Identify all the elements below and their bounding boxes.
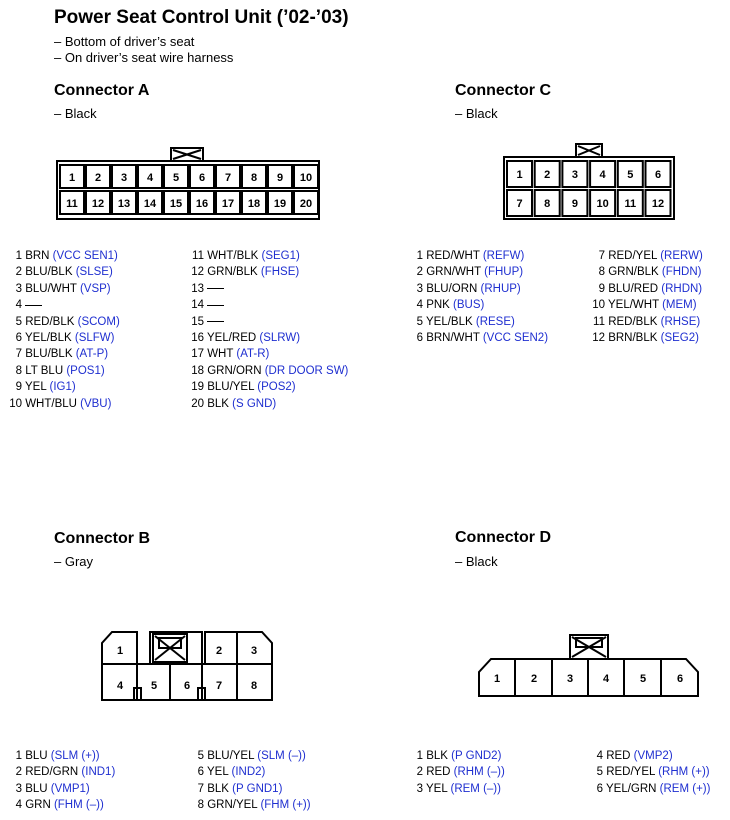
connector-c-cell-label: 12 bbox=[651, 198, 665, 210]
wire-color: RED/GRN bbox=[22, 766, 82, 779]
pin-number: 2 bbox=[416, 266, 423, 279]
connector-b-cell-label: 3 bbox=[250, 645, 258, 657]
connector-a-cell-label: 17 bbox=[221, 198, 235, 210]
pin-function: (S GND) bbox=[232, 397, 277, 410]
pin-number: 3 bbox=[15, 782, 22, 795]
wire-color: RED/YEL bbox=[603, 766, 659, 779]
pin-number: 5 bbox=[416, 315, 423, 328]
pin-function: (VMP1) bbox=[50, 782, 90, 795]
wire-color: BLK bbox=[204, 782, 233, 795]
wire-color: YEL bbox=[204, 766, 232, 779]
connector-a-color: – Black bbox=[54, 106, 97, 121]
pin-number: 16 bbox=[191, 332, 204, 344]
pin-row bbox=[7, 330, 114, 346]
connector-c-cell-label: 6 bbox=[654, 169, 662, 181]
unused-pin-dash bbox=[207, 321, 224, 322]
wire-color: YEL bbox=[423, 782, 451, 795]
connector-c-cell-label: 11 bbox=[624, 198, 637, 210]
wire-color: RED/BLK bbox=[22, 315, 78, 328]
pin-number: 5 bbox=[15, 315, 22, 328]
connector-b-cell-label: 2 bbox=[215, 645, 223, 657]
pin-row bbox=[189, 748, 306, 764]
pin-number: 4 bbox=[15, 799, 22, 812]
wire-color: YEL/GRN bbox=[603, 782, 660, 795]
connector-a-cell-label: 3 bbox=[120, 172, 128, 184]
pin-function: (REFW) bbox=[482, 250, 525, 262]
pin-number: 5 bbox=[197, 750, 204, 762]
pin-number: 11 bbox=[192, 250, 204, 262]
pin-number: 8 bbox=[598, 266, 605, 279]
pin-row bbox=[410, 748, 501, 764]
connector-b-cell-label: 8 bbox=[250, 680, 258, 692]
wire-color: BLU bbox=[22, 782, 51, 795]
pin-function: (SLM (+)) bbox=[50, 750, 100, 762]
pin-row bbox=[7, 396, 111, 412]
wire-color: BLK bbox=[204, 397, 233, 410]
pin-number: 6 bbox=[416, 332, 423, 344]
pin-row bbox=[7, 297, 42, 313]
connector-b-cell-label: 1 bbox=[116, 645, 124, 657]
connector-d-cell-label: 2 bbox=[530, 673, 538, 685]
wire-color: BLU/YEL bbox=[204, 381, 258, 394]
pin-row bbox=[410, 330, 548, 346]
connector-d-cell-label: 5 bbox=[639, 673, 647, 685]
pin-function: (VMP2) bbox=[633, 750, 673, 762]
wire-color: WHT/BLK bbox=[204, 250, 262, 262]
pin-number: 10 bbox=[592, 299, 605, 312]
pin-function: (RERW) bbox=[660, 250, 703, 262]
unused-pin-dash bbox=[25, 305, 42, 306]
pin-number: 3 bbox=[416, 282, 423, 295]
pin-function: (P GND1) bbox=[232, 782, 283, 795]
pin-function: (RHSE) bbox=[660, 315, 701, 328]
wire-color: BRN/BLK bbox=[605, 332, 661, 344]
pin-row bbox=[410, 248, 524, 264]
connector-c-title: Connector C bbox=[455, 82, 551, 99]
pin-row bbox=[590, 748, 673, 764]
pin-row bbox=[185, 379, 296, 395]
pin-function: (FHDN) bbox=[661, 266, 702, 279]
pin-row bbox=[7, 281, 111, 297]
pin-number: 14 bbox=[191, 299, 204, 312]
pin-number: 3 bbox=[15, 282, 22, 295]
pin-row bbox=[410, 297, 484, 313]
connector-d-cell-label: 6 bbox=[676, 673, 684, 685]
pin-number: 19 bbox=[191, 381, 204, 394]
connector-c-cell-label: 2 bbox=[544, 169, 551, 181]
pin-number: 9 bbox=[598, 282, 605, 295]
wire-color: GRN/YEL bbox=[204, 799, 261, 812]
wire-color: YEL/RED bbox=[204, 332, 260, 344]
pin-function: (VBU) bbox=[80, 397, 112, 410]
pin-row bbox=[586, 264, 702, 280]
wire-color: GRN bbox=[22, 799, 54, 812]
pin-number: 9 bbox=[15, 381, 22, 394]
pin-row bbox=[7, 346, 108, 362]
pin-row bbox=[7, 264, 113, 280]
pin-number: 13 bbox=[191, 282, 204, 295]
connector-c-cell-label: 1 bbox=[516, 169, 523, 181]
pin-function: (VCC SEN1) bbox=[52, 250, 118, 262]
pin-row bbox=[189, 764, 265, 780]
connector-a-cell-label: 11 bbox=[66, 198, 78, 210]
wire-color: BLK bbox=[423, 750, 452, 762]
wire-color: BRN/WHT bbox=[423, 332, 483, 344]
pin-function: (RHDN) bbox=[661, 282, 703, 295]
wire-color: GRN/BLK bbox=[605, 266, 662, 279]
pin-row bbox=[189, 797, 311, 813]
connector-c-cell-label: 10 bbox=[596, 198, 609, 210]
pin-function: (FHSE) bbox=[260, 266, 300, 279]
pin-function: (SEG2) bbox=[660, 332, 699, 344]
pin-number: 7 bbox=[598, 250, 605, 262]
pin-row bbox=[185, 330, 300, 346]
wire-color: BLU/ORN bbox=[423, 282, 481, 295]
pin-function: (VSP) bbox=[79, 282, 111, 295]
pin-function: (MEM) bbox=[662, 299, 697, 312]
wire-color: BLU/RED bbox=[605, 282, 662, 295]
pin-number: 6 bbox=[596, 782, 603, 795]
connector-b-color: – Gray bbox=[54, 554, 94, 569]
pin-function: (REM (+)) bbox=[659, 782, 711, 795]
pin-function: (SLRW) bbox=[259, 332, 301, 344]
pin-function: (SEG1) bbox=[261, 250, 300, 262]
pin-number: 10 bbox=[9, 397, 22, 410]
pin-function: (FHUP) bbox=[484, 266, 524, 279]
pin-function: (POS2) bbox=[257, 381, 296, 394]
connector-c-cell-label: 8 bbox=[544, 198, 551, 210]
pin-row bbox=[410, 781, 501, 797]
pin-number: 8 bbox=[15, 364, 22, 377]
connector-c-cell-label: 5 bbox=[627, 169, 634, 181]
pin-number: 18 bbox=[191, 364, 204, 377]
connector-a-cell-label: 16 bbox=[195, 198, 209, 210]
wire-color: RED/BLK bbox=[605, 315, 661, 328]
pin-number: 7 bbox=[197, 782, 204, 795]
connector-a-cell-label: 5 bbox=[172, 172, 180, 184]
pin-function: (RESE) bbox=[475, 315, 515, 328]
wire-color: GRN/BLK bbox=[204, 266, 261, 279]
pin-row bbox=[586, 330, 699, 346]
pin-row bbox=[185, 363, 348, 379]
pin-function: (AT-R) bbox=[236, 348, 270, 361]
pin-row bbox=[410, 264, 523, 280]
pin-number: 20 bbox=[191, 397, 204, 410]
pin-function: (SLFW) bbox=[74, 332, 115, 344]
pin-row bbox=[590, 781, 710, 797]
pin-number: 5 bbox=[596, 766, 603, 779]
pin-number: 2 bbox=[15, 266, 22, 279]
pin-number: 7 bbox=[15, 348, 22, 361]
connector-a-cell-label: 7 bbox=[224, 172, 232, 184]
connector-a-cell-label: 10 bbox=[299, 172, 313, 184]
pin-row bbox=[586, 314, 700, 330]
pin-number: 4 bbox=[596, 750, 603, 762]
pin-number: 2 bbox=[15, 766, 22, 779]
wire-color: YEL/BLK bbox=[423, 315, 476, 328]
pin-row bbox=[185, 264, 299, 280]
wire-color: BLU/YEL bbox=[204, 750, 258, 762]
pin-row bbox=[185, 396, 276, 412]
connector-d-cell-label: 3 bbox=[566, 673, 574, 685]
pin-number: 3 bbox=[416, 782, 423, 795]
wire-color: PNK bbox=[423, 299, 454, 312]
connector-b-title: Connector B bbox=[54, 530, 150, 547]
connector-c-color: – Black bbox=[455, 106, 498, 121]
pin-row bbox=[7, 781, 90, 797]
pin-number: 1 bbox=[15, 750, 22, 762]
pin-number: 11 bbox=[593, 315, 605, 328]
location-note-2: – On driver’s seat wire harness bbox=[54, 50, 234, 65]
pin-function: (RHM (–)) bbox=[453, 766, 505, 779]
unused-pin-dash bbox=[207, 288, 224, 289]
connector-a-cell-label: 2 bbox=[94, 172, 102, 184]
pin-function: (RHM (+)) bbox=[658, 766, 710, 779]
pin-row bbox=[7, 764, 115, 780]
wire-color: YEL bbox=[22, 381, 50, 394]
pin-row bbox=[189, 781, 282, 797]
connector-a-cell-label: 1 bbox=[68, 172, 76, 184]
wire-color: GRN/ORN bbox=[204, 364, 265, 377]
connector-c-diagram bbox=[504, 144, 674, 219]
wire-color: BLU/WHT bbox=[22, 282, 80, 295]
connector-b-cell-label: 6 bbox=[183, 680, 191, 692]
page-title: Power Seat Control Unit (’02-’03) bbox=[54, 7, 349, 28]
connector-a-title: Connector A bbox=[54, 82, 150, 99]
pin-number: 2 bbox=[416, 766, 423, 779]
pin-row bbox=[185, 248, 300, 264]
connector-a-cell-label: 9 bbox=[276, 172, 284, 184]
wire-color: GRN/WHT bbox=[423, 266, 485, 279]
pin-function: (IND2) bbox=[231, 766, 266, 779]
pin-function: (SCOM) bbox=[77, 315, 120, 328]
connector-d-color: – Black bbox=[455, 554, 498, 569]
pin-function: (P GND2) bbox=[451, 750, 502, 762]
wire-color: WHT/BLU bbox=[22, 397, 81, 410]
wire-color: RED bbox=[423, 766, 454, 779]
wire-color: BRN bbox=[22, 250, 53, 262]
pin-row bbox=[586, 281, 702, 297]
connector-b-cell-label: 5 bbox=[150, 680, 158, 692]
pin-number: 12 bbox=[191, 266, 204, 279]
pin-function: (POS1) bbox=[66, 364, 105, 377]
pin-row bbox=[7, 748, 100, 764]
pin-number: 1 bbox=[15, 250, 22, 262]
pin-row bbox=[586, 248, 703, 264]
location-note-1: – Bottom of driver’s seat bbox=[54, 34, 195, 49]
pin-row bbox=[7, 797, 104, 813]
wire-color: RED bbox=[603, 750, 634, 762]
connector-c-cell-label: 9 bbox=[571, 198, 578, 210]
wire-color: LT BLU bbox=[22, 364, 67, 377]
connector-d-diagram bbox=[479, 635, 698, 696]
pin-function: (FHM (–)) bbox=[53, 799, 104, 812]
connector-a-cell-label: 13 bbox=[117, 198, 131, 210]
connector-d-cell-label: 1 bbox=[493, 673, 501, 685]
connector-a-cell-label: 15 bbox=[169, 198, 183, 210]
pin-row bbox=[7, 379, 76, 395]
pin-row bbox=[7, 314, 120, 330]
pin-row bbox=[590, 764, 710, 780]
pin-number: 1 bbox=[416, 250, 423, 262]
pin-row bbox=[586, 297, 697, 313]
pin-row bbox=[7, 363, 105, 379]
pin-row bbox=[185, 281, 224, 297]
pin-number: 6 bbox=[197, 766, 204, 779]
pin-row bbox=[185, 346, 269, 362]
wire-color: BLU/BLK bbox=[22, 348, 76, 361]
wire-color: RED/YEL bbox=[605, 250, 661, 262]
pin-number: 1 bbox=[416, 750, 423, 762]
pin-row bbox=[185, 314, 224, 330]
pin-function: (IND1) bbox=[81, 766, 116, 779]
connector-c-cell-label: 3 bbox=[571, 169, 578, 181]
pin-number: 8 bbox=[197, 799, 204, 812]
pin-function: (SLSE) bbox=[75, 266, 113, 279]
pin-row bbox=[7, 248, 118, 264]
pin-number: 4 bbox=[416, 299, 423, 312]
connector-a-cell-label: 4 bbox=[146, 172, 154, 184]
connector-b-cell-label: 7 bbox=[215, 680, 223, 692]
pin-number: 4 bbox=[15, 299, 22, 312]
connector-b-cell-label: 4 bbox=[116, 680, 124, 692]
pin-function: (VCC SEN2) bbox=[482, 332, 549, 344]
pin-row bbox=[410, 314, 515, 330]
wire-color: BLU/BLK bbox=[22, 266, 76, 279]
connector-a-cell-label: 20 bbox=[299, 198, 313, 210]
connector-a-cell-label: 18 bbox=[247, 198, 261, 210]
wire-color: YEL/BLK bbox=[22, 332, 75, 344]
pin-row bbox=[410, 281, 521, 297]
pin-function: (BUS) bbox=[453, 299, 485, 312]
wire-color: RED/WHT bbox=[423, 250, 483, 262]
pin-number: 12 bbox=[592, 332, 605, 344]
connector-d-title: Connector D bbox=[455, 529, 551, 546]
connector-c-cell-label: 4 bbox=[599, 169, 606, 181]
pin-row bbox=[185, 297, 224, 313]
wire-color: WHT bbox=[204, 348, 237, 361]
pin-function: (RHUP) bbox=[480, 282, 521, 295]
connector-a-cell-label: 6 bbox=[198, 172, 206, 184]
connector-d-cell-label: 4 bbox=[602, 673, 610, 685]
connector-a-cell-label: 12 bbox=[91, 198, 105, 210]
pin-number: 6 bbox=[15, 332, 22, 344]
unused-pin-dash bbox=[207, 305, 224, 306]
connector-a-cell-label: 19 bbox=[273, 198, 287, 210]
pin-number: 15 bbox=[191, 315, 204, 328]
pin-function: (REM (–)) bbox=[450, 782, 501, 795]
pin-function: (IG1) bbox=[49, 381, 76, 394]
wire-color: BLU bbox=[22, 750, 51, 762]
pin-function: (FHM (+)) bbox=[260, 799, 311, 812]
connector-c-cell-label: 7 bbox=[516, 198, 523, 210]
pin-function: (AT-P) bbox=[75, 348, 109, 361]
pin-number: 17 bbox=[191, 348, 204, 361]
connector-a-cell-label: 8 bbox=[250, 172, 258, 184]
wire-color: YEL/WHT bbox=[605, 299, 663, 312]
connector-a-cell-label: 14 bbox=[143, 198, 157, 210]
pin-function: (SLM (–)) bbox=[257, 750, 306, 762]
pin-function: (DR DOOR SW) bbox=[264, 364, 349, 377]
pin-row bbox=[410, 764, 505, 780]
